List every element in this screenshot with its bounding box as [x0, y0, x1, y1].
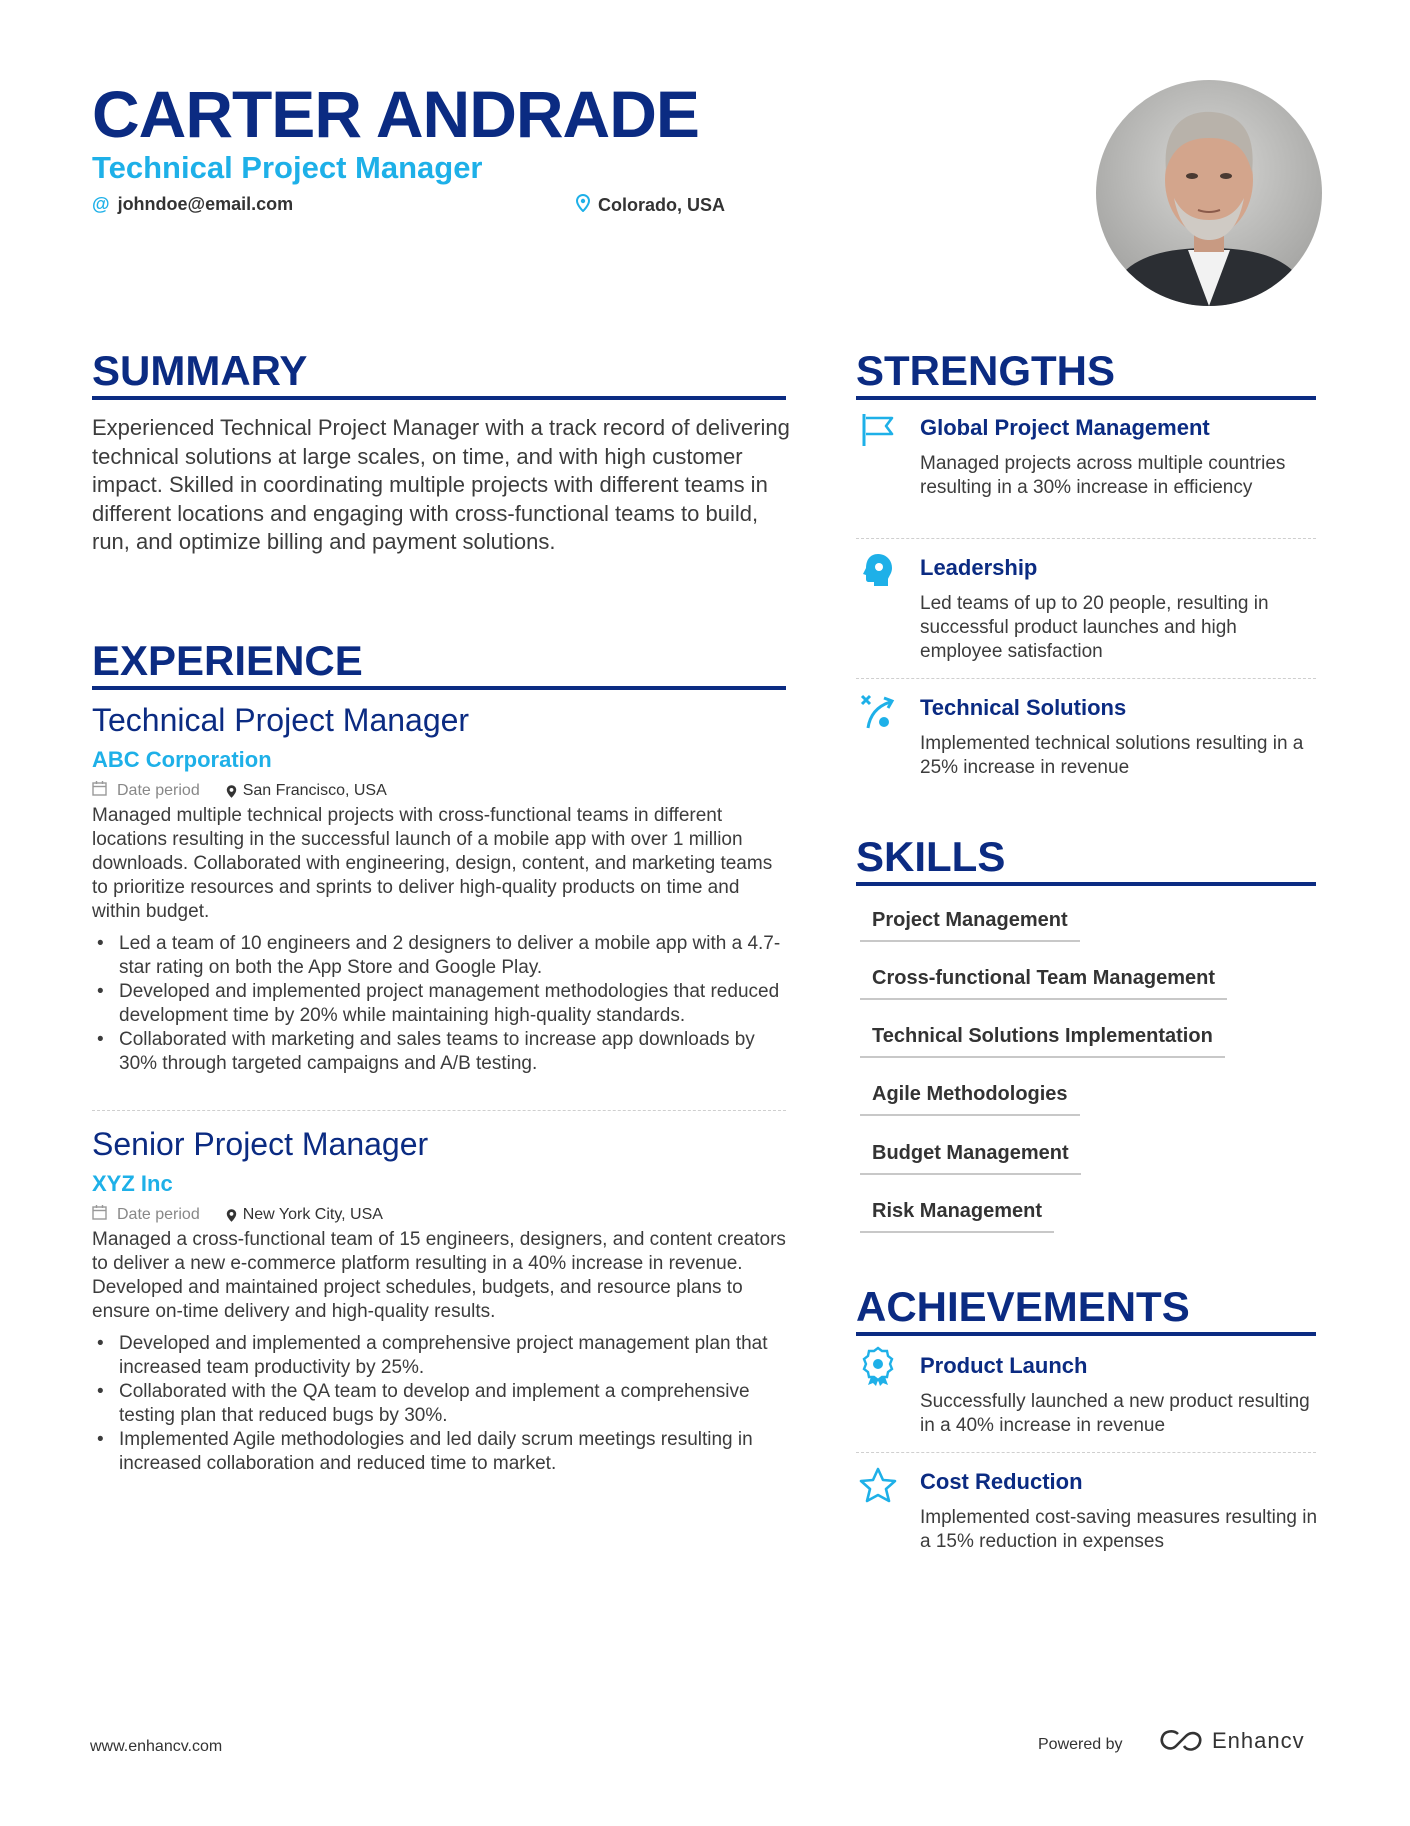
- strength-title: Global Project Management: [920, 415, 1210, 440]
- location-text: Colorado, USA: [598, 195, 726, 215]
- job-meta: [92, 780, 387, 802]
- job-meta: [92, 1204, 383, 1226]
- job-title: Technical Project Manager: [92, 702, 470, 738]
- calendar-icon: [92, 1204, 107, 1226]
- strength-title: Leadership: [920, 555, 1038, 580]
- strengths-heading: STRENGTHS: [856, 347, 1116, 394]
- list-item: • Developed and implemented project management methodologies that reduced development time by 20% while maintaining high-quality standards.: [92, 980, 792, 1028]
- job-bullets: [92, 932, 792, 1076]
- footer-url[interactable]: www.enhancv.com: [90, 1738, 223, 1755]
- company-name: ABC Corporation: [92, 747, 272, 772]
- summary-heading: SUMMARY: [92, 347, 308, 394]
- location-pin-icon: [226, 1208, 237, 1223]
- star-icon: [858, 1466, 898, 1506]
- job-location: [226, 1205, 383, 1225]
- achievement-title: Product Launch: [920, 1353, 1088, 1378]
- company-name: XYZ Inc: [92, 1171, 173, 1196]
- job-description: Managed multiple technical projects with cross-functional teams in different locations resulting in the successful launch of a mobile app with over 1 million downloads. Collaborated with engineering, design, content, and marketing teams to prioritize resources and sprints to deliver high-quality products on time and within budget.: [92, 805, 773, 922]
- flag-icon: [858, 410, 898, 450]
- location-pin-icon: [226, 784, 237, 799]
- email-text: johndoe@email.com: [117, 194, 294, 214]
- job-divider: [92, 1110, 786, 1111]
- skill-tag: Technical Solutions Implementation: [860, 1022, 1225, 1058]
- strength-divider: [856, 678, 1316, 679]
- contact-location: [576, 194, 725, 217]
- skills-rule: [856, 882, 1316, 886]
- list-item: • Collaborated with the QA team to develop and implement a comprehensive testing plan that reduced bugs by 30%.: [92, 1380, 792, 1428]
- list-item: • Collaborated with marketing and sales teams to increase app downloads by 30% through targeted campaigns and A/B testing.: [92, 1028, 792, 1076]
- job-date: Date period: [117, 782, 200, 799]
- at-icon: @: [92, 194, 110, 214]
- strength-text: Implemented technical solutions resulting in a 25% increase in revenue: [920, 733, 1304, 778]
- enhancv-brand-text: Enhancv: [1212, 1728, 1305, 1753]
- strength-text: Led teams of up to 20 people, resulting in successful product launches and high employee satisfaction: [920, 593, 1269, 662]
- summary-rule: [92, 396, 786, 400]
- job-bullets: [92, 1332, 792, 1476]
- strengths-rule: [856, 396, 1316, 400]
- skill-tag: Risk Management: [860, 1197, 1054, 1233]
- achievement-text: Implemented cost-saving measures resulting in a 15% reduction in expenses: [920, 1507, 1318, 1552]
- experience-rule: [92, 686, 786, 690]
- candidate-name: CARTER ANDRADE: [92, 77, 699, 151]
- achievement-text: Successfully launched a new product resulting in a 40% increase in revenue: [920, 1391, 1310, 1436]
- achievements-rule: [856, 1332, 1316, 1336]
- strength-title: Technical Solutions: [920, 695, 1127, 720]
- head-icon: [858, 550, 898, 590]
- profile-photo: [1096, 80, 1322, 306]
- strategy-icon: [858, 692, 898, 732]
- enhancv-logo[interactable]: [1158, 1728, 1305, 1754]
- award-icon: [858, 1346, 898, 1386]
- achievement-divider: [856, 1452, 1316, 1453]
- list-item: • Developed and implemented a comprehensive project management plan that increased team productivity by 25%.: [92, 1332, 792, 1380]
- skill-tag: Agile Methodologies: [860, 1080, 1080, 1116]
- experience-heading: EXPERIENCE: [92, 637, 363, 684]
- achievement-title: Cost Reduction: [920, 1469, 1083, 1494]
- job-date: Date period: [117, 1206, 200, 1223]
- skills-heading: SKILLS: [856, 833, 1006, 880]
- calendar-icon: [92, 780, 107, 802]
- candidate-title: Technical Project Manager: [92, 150, 483, 185]
- skill-tag: Project Management: [860, 906, 1080, 942]
- strength-divider: [856, 538, 1316, 539]
- footer-powered-by: Powered by: [1038, 1736, 1123, 1753]
- enhancv-logo-icon: [1158, 1728, 1204, 1754]
- job-location-text: San Francisco, USA: [242, 782, 387, 799]
- job-location-text: New York City, USA: [242, 1206, 383, 1223]
- job-title: Senior Project Manager: [92, 1126, 429, 1162]
- list-item: • Implemented Agile methodologies and led daily scrum meetings resulting in increased collaboration and reduced time to market.: [92, 1428, 792, 1476]
- list-item: • Led a team of 10 engineers and 2 designers to deliver a mobile app with a 4.7-star rating on both the App Store and Google Play.: [92, 932, 792, 980]
- job-location: [226, 781, 387, 801]
- achievements-heading: ACHIEVEMENTS: [856, 1283, 1190, 1330]
- strength-text: Managed projects across multiple countries resulting in a 30% increase in efficiency: [920, 453, 1286, 498]
- contact-email[interactable]: [92, 194, 293, 215]
- summary-text: Experienced Technical Project Manager with a track record of delivering technical solutions at large scales, on time, and with high customer impact. Skilled in coordinating multiple projects with different teams in different locations and engaging with cross-functional teams to build, run, and optimize billing and payment solutions.: [92, 415, 790, 554]
- job-description: Managed a cross-functional team of 15 engineers, designers, and content creators to deliver a new e-commerce platform resulting in a 40% increase in revenue. Developed and maintained project schedules, budgets, and resource plans to ensure on-time delivery and high-quality results.: [92, 1229, 786, 1322]
- skill-tag: Cross-functional Team Management: [860, 964, 1227, 1000]
- skill-tag: Budget Management: [860, 1139, 1081, 1175]
- location-pin-icon: [576, 194, 590, 217]
